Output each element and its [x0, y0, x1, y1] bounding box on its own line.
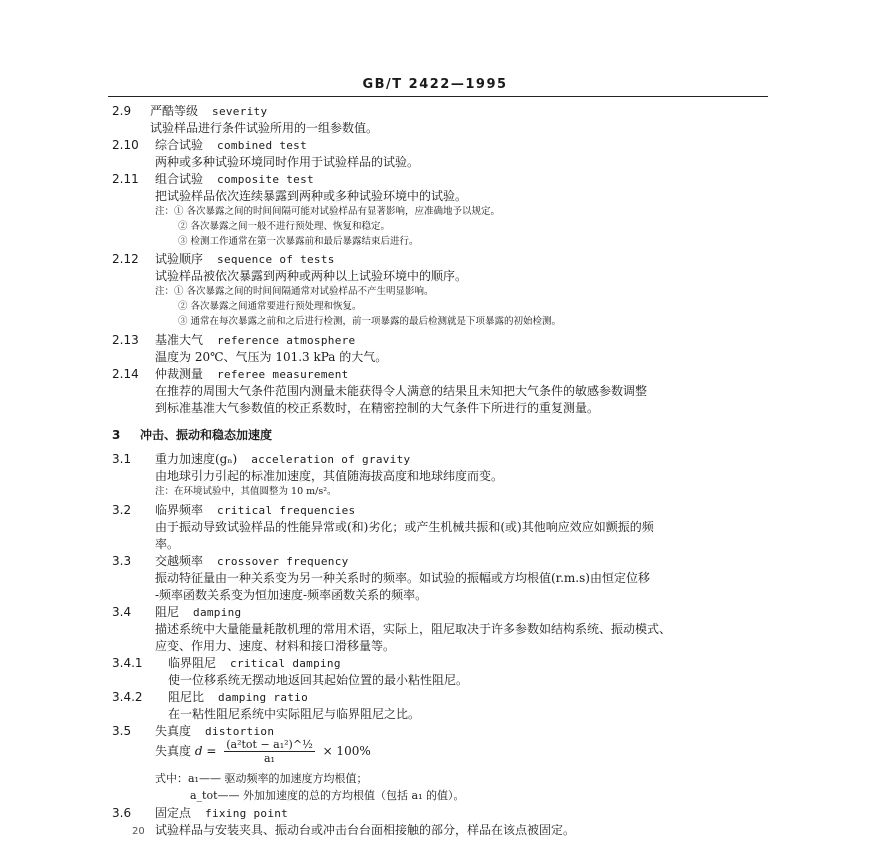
formula-numerator: (a²tot − a₁²)^½	[226, 738, 313, 751]
formula-label: 失真度	[155, 744, 192, 758]
page-number: 20	[132, 826, 145, 837]
formula-denominator: a₁	[264, 752, 275, 765]
clause-note: ③ 通常在每次暴露之前和之后进行检测，前一项暴露的最后检测就是下项暴露的初始检测。	[178, 316, 562, 327]
clause-term: 严酷等级 severity	[150, 104, 268, 118]
clause-text: 到标准基准大气参数值的校正系数时，在精密控制的大气条件下所进行的重复测量。	[155, 401, 600, 415]
clause-number: 3.5	[112, 724, 132, 738]
clause-note: ② 各次暴露之间一般不进行预处理、恢复和稳定。	[178, 221, 391, 232]
clause-note: 注：① 各次暴露之间的时间间隔可能对试验样品有显著影响，应准确地予以规定。	[155, 206, 501, 217]
clause-term: 综合试验 combined test	[155, 138, 308, 152]
clause-term: 阻尼 damping	[155, 605, 242, 619]
clause-number: 2.10	[112, 138, 139, 152]
clause-term: 固定点 fixing point	[155, 806, 289, 820]
clause-text: 试验样品进行条件试验所用的一组参数值。	[150, 121, 379, 135]
clause-number: 2.14	[112, 367, 139, 381]
formula-fraction	[224, 738, 314, 765]
formula-where-1: 式中：a₁—— 驱动频率的加速度方均根值；	[155, 772, 368, 785]
section-title: 冲击、振动和稳态加速度	[140, 428, 273, 442]
clause-text: 试验样品被依次暴露到两种或两种以上试验环境中的顺序。	[155, 269, 468, 283]
section-number: 3	[112, 428, 121, 442]
clause-text: 两种或多种试验环境同时作用于试验样品的试验。	[155, 155, 420, 169]
clause-text: 由地球引力引起的标准加速度，其值随海拔高度和地球纬度而变。	[155, 469, 504, 483]
clause-text: 使一位移系统无摆动地返回其起始位置的最小粘性阻尼。	[168, 673, 469, 687]
header-rule	[108, 96, 768, 97]
clause-term: 临界阻尼 critical damping	[168, 656, 341, 670]
clause-term: 仲裁测量 referee measurement	[155, 367, 349, 381]
clause-text: 描述系统中大量能量耗散机理的常用术语，实际上，阻尼取决于许多参数如结构系统、振动模式、	[155, 622, 672, 636]
formula-where-2: a_tot—— 外加加速度的总的方均根值（包括 a₁ 的值）。	[190, 789, 465, 802]
clause-number: 2.11	[112, 172, 139, 186]
clause-note: ② 各次暴露之间通常要进行预处理和恢复。	[178, 301, 362, 312]
formula-equals: =	[206, 744, 217, 758]
clause-number: 3.4.1	[112, 656, 143, 670]
clause-term: 重力加速度(gₙ) acceleration of gravity	[155, 452, 411, 466]
clause-text: 试验样品与安装夹具、振动台或冲击台台面相接触的部分，样品在该点被固定。	[155, 823, 576, 837]
clause-text: -频率函数关系变为恒加速度-频率函数关系的频率。	[155, 588, 428, 602]
clause-text: 在推荐的周围大气条件范围内测量未能获得令人满意的结果且未知把大气条件的敏感参数调整	[155, 384, 648, 398]
clause-note: 注：在环境试验中，其值圆整为 10 m/s²。	[155, 486, 337, 497]
formula-tail: × 100%	[322, 744, 371, 758]
clause-text: 振动特征量由一种关系变为另一种关系时的频率。如试验的振幅或方均根值(r.m.s)由恒定位移	[155, 571, 650, 585]
document-header: GB/T 2422—1995	[362, 77, 508, 92]
clause-text: 温度为 20℃、气压为 101.3 kPa 的大气。	[155, 350, 388, 364]
clause-term: 临界频率 critical frequencies	[155, 503, 356, 517]
clause-note: ③ 检测工作通常在第一次暴露前和最后暴露结束后进行。	[178, 236, 419, 247]
clause-term: 交越频率 crossover frequency	[155, 554, 349, 568]
clause-text: 把试验样品依次连续暴露到两种或多种试验环境中的试验。	[155, 189, 468, 203]
clause-term: 失真度 distortion	[155, 724, 275, 738]
clause-text: 应变、作用力、速度、材料和接口滑移量等。	[155, 639, 396, 653]
clause-number: 3.6	[112, 806, 132, 820]
clause-number: 3.4.2	[112, 690, 143, 704]
clause-term: 基准大气 reference atmosphere	[155, 333, 356, 347]
clause-text: 率。	[155, 537, 180, 551]
clause-text: 由于振动导致试验样品的性能异常或(和)劣化；或产生机械共振和(或)其他响应效应如颤振的频	[155, 520, 654, 534]
formula-variable: d	[194, 744, 203, 758]
clause-number: 3.4	[112, 605, 132, 619]
clause-number: 2.13	[112, 333, 139, 347]
clause-term: 组合试验 composite test	[155, 172, 314, 186]
clause-text: 在一粘性阻尼系统中实际阻尼与临界阻尼之比。	[168, 707, 421, 721]
clause-number: 3.1	[112, 452, 132, 466]
clause-number: 2.12	[112, 252, 139, 266]
distortion-formula	[155, 738, 371, 765]
clause-number: 2.9	[112, 104, 132, 118]
clause-term: 试验顺序 sequence of tests	[155, 252, 335, 266]
clause-note: 注：① 各次暴露之间的时间间隔通常对试验样品不产生明显影响。	[155, 286, 434, 297]
clause-term: 阻尼比 damping ratio	[168, 690, 309, 704]
clause-number: 3.2	[112, 503, 132, 517]
clause-number: 3.3	[112, 554, 132, 568]
